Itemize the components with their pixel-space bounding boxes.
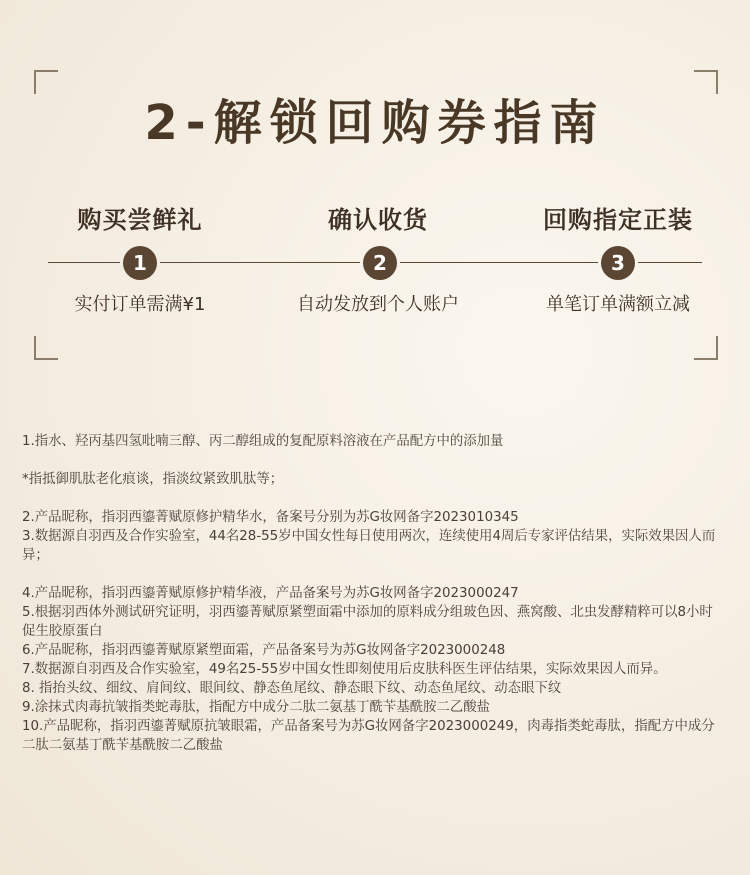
timeline-line xyxy=(48,262,120,263)
step-3-number-badge: 3 xyxy=(601,246,635,280)
corner-bracket-bottom-left xyxy=(34,336,58,360)
note-line: 3.数据源自羽西及合作实验室，44名28-55岁中国女性每日使用两次，连续使用4周后专家评估结果，实际效果因人而异； xyxy=(22,529,716,563)
note-line: *指抵御肌肽老化痕谈，指淡纹紧致肌肽等； xyxy=(22,472,284,487)
step-2-number-badge: 2 xyxy=(363,246,397,280)
note-line: 5.根据羽西体外测试研究证明，羽西鎏菁赋原紧塑面霜中添加的原料成分组玻色因、燕窝酸、北虫发酵精粹可以8小时促生胶原蛋白 xyxy=(22,605,713,639)
step-3-title: 回购指定正装 xyxy=(543,206,693,234)
note-line: 4.产品昵称，指羽西鎏菁赋原修护精华液，产品备案号为苏G妆网备字2023000247 xyxy=(22,586,519,601)
step-2-title: 确认收货 xyxy=(328,206,428,234)
note-line: 2.产品昵称，指羽西鎏菁赋原修护精华水，备案号分别为苏G妆网备字2023010345 xyxy=(22,510,519,525)
step-2-description: 自动发放到个人账户 xyxy=(297,294,459,315)
timeline-line xyxy=(160,262,360,263)
step-1-description: 实付订单需满¥1 xyxy=(74,294,206,315)
disclaimer-notes xyxy=(22,432,722,755)
step-1-title: 购买尝鲜礼 xyxy=(77,206,203,234)
note-line: 7.数据源自羽西及合作实验室，49名25-55岁中国女性即刻使用后皮肤科医生评估结果，实际效果因人而异。 xyxy=(22,662,667,677)
note-line: 8. 指抬头纹、细纹、肩间纹、眼间纹、静态鱼尾纹、静态眼下纹、动态鱼尾纹、动态眼下纹 xyxy=(22,681,562,696)
step-3-description: 单笔订单满额立减 xyxy=(546,294,690,315)
page-title: 2-解锁回购券指南 xyxy=(144,95,606,151)
note-line: 10.产品昵称，指羽西鎏菁赋原抗皱眼霜，产品备案号为苏G妆网备字2023000249，肉毒指类蛇毒肽，指配方中成分二肽二氨基丁酰苄基酰胺二乙酸盐 xyxy=(22,719,715,753)
step-1-number-badge: 1 xyxy=(123,246,157,280)
timeline-line xyxy=(638,262,702,263)
note-line: 6.产品昵称，指羽西鎏菁赋原紧塑面霜，产品备案号为苏G妆网备字2023000248 xyxy=(22,643,506,658)
note-line: 9.涂抹式肉毒抗皱指类蛇毒肽，指配方中成分二肽二氨基丁酰苄基酰胺二乙酸盐 xyxy=(22,700,491,715)
corner-bracket-bottom-right xyxy=(694,336,718,360)
timeline-line xyxy=(400,262,598,263)
note-line: 1.指水、羟丙基四氢吡喃三醇、丙二醇组成的复配原料溶液在产品配方中的添加量 xyxy=(22,434,504,449)
